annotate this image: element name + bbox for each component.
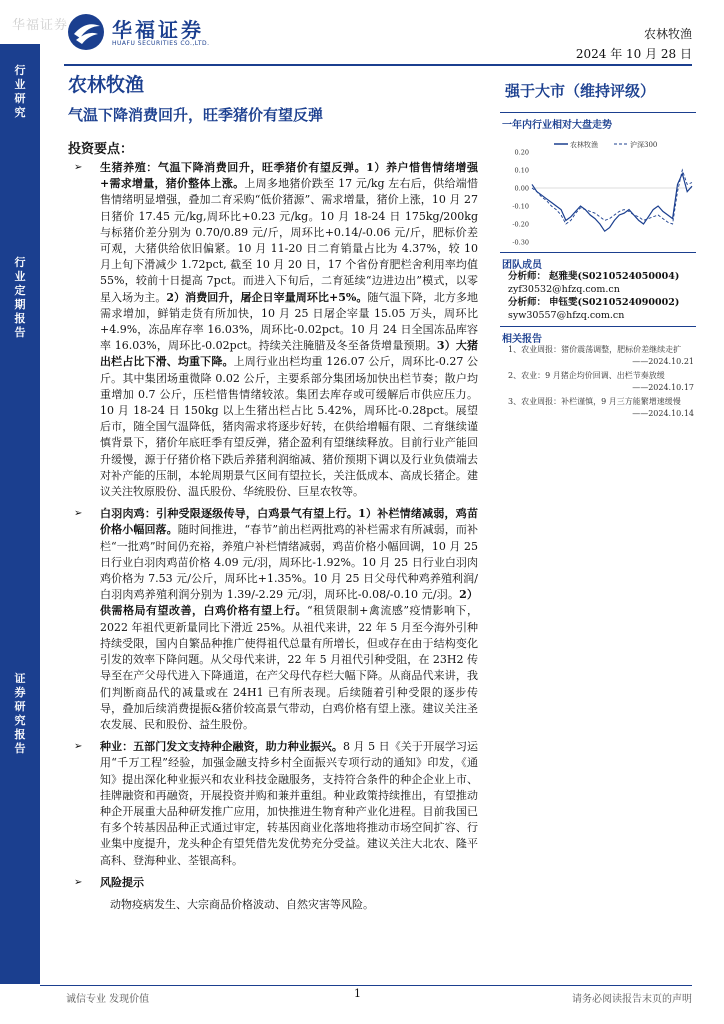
analyst-email[interactable]: zyf30532@hfzq.com.cn [508,284,620,295]
team-title: 团队成员 [502,260,542,271]
analyst-label: 分析师： [508,297,547,308]
related-report-text: 2、农业：9 月猪企均价回调、出栏节奏放缓 [508,371,665,380]
section-lead: 白羽肉鸡：引种受限逐级传导，白鸡景气有望上行。1）补栏情绪减弱，鸡苗价格小幅回落。 [100,507,478,537]
related-title: 相关报告 [502,334,542,345]
section-seed [66,739,478,869]
logo-emblem-icon [64,12,108,52]
related-report-1[interactable] [508,344,694,368]
section-body: “租赁限制+禽流感”疫情影响下，2022 年祖代更新量同比下滑近 25%。从祖代来讲，22 年 5 月至今海外引种持续受限，国内自繁品种推广使得祖代总量有所增长，但或存在由于结构变化引发的效率下降问题。从父母代来讲，22 年 5 月祖代引种受阻，在 23H2 传导至在产父母代进入下降通道，在产父母代存栏大幅下降。从商品代来讲，我们判断商品代的减量或在 24H1 已有所表现。后续随着引种受限的逐步传导，叠加后续消费提振&猪价较高景气带动，白鸡价格有望上涨。建议关注圣农发展、民和股份、益生股份。 [100,604,479,731]
section-risk [66,875,478,891]
rating-divider [500,112,696,113]
y-tick-label: 0.10 [514,166,529,175]
sidebar-label-periodic: 行业定期报告 [14,256,26,339]
sidebar-label-industry: 行业研究 [14,64,26,119]
report-title: 气温下降消费回升，旺季猪价有望反弹 [68,106,324,124]
related-report-date: ——2024.10.14 [632,409,694,418]
section-lead: 2）消费回升，屠企日宰量周环比+5%。 [166,290,368,304]
bullet-arrow-icon: ➢ [74,508,83,520]
y-tick-label: -0.20 [512,220,529,229]
logo-text: 华福证券 [112,18,204,42]
chart-y-axis [512,149,692,247]
legend-label-index: 沪深300 [630,141,658,149]
y-tick-label: -0.30 [512,238,529,247]
related-divider [500,326,696,327]
analyst-email[interactable]: syw30557@hfzq.com.cn [508,310,625,321]
watermark: 华福证券 [12,18,69,33]
related-report-2[interactable] [508,370,694,394]
section-body: 上周行业出栏均重 126.07 公斤，周环比-0.27 公斤。其中集团场重微降 0.02 公斤，主要系部分集团场加快出栏节奏；散户均重增加 0.7 公斤，压栏惜售情绪较浓。集团去库存或可缓解后市供应压力。10 月 18-24 日 150kg 以上生猪出栏占比 5.42%，周环比-0.28pct。展望后市，随全国气温降低，猪肉需求将逐步好转，在供给增幅有限、二育继续谨慎背景下，猪价年底旺季有望反弹，猪企盈利有望继续释放。目前行业产能回升缓慢，源于仔猪价格下跌后养猪利润缩减、猪价预期下调以及行业负债端去对补产能的压制，本轮周期景气区间有望拉长，关注低成本、高成长猪企。建议关注牧原股份、温氏股份、华统股份、巨星农牧等。 [100,355,479,499]
bullet-arrow-icon: ➢ [74,162,83,173]
invest-heading: 投资要点： [68,142,134,157]
analyst-name: 申钰雯(S0210524090002) [549,297,680,308]
relative-chart [502,138,696,248]
related-report-date: ——2024.10.17 [632,383,694,392]
section-lead: 生猪养殖：气温下降消费回升，旺季猪价有望反弹。1）养户惜售情绪增强+需求增量，猪价整体上涨。 [100,161,478,191]
header-date: 2024 年 10 月 28 日 [575,47,692,61]
analyst-1 [508,270,698,296]
analyst-name: 赵雅斐(S0210524050004) [549,271,680,282]
chart-title: 一年内行业相对大盘走势 [502,120,612,131]
analyst-label: 分析师： [508,271,547,282]
report-category: 农林牧渔 [68,74,145,96]
header-sector: 农林牧渔 [643,27,692,41]
footer-slogan: 诚信专业 发现价值 [66,994,150,1005]
bullet-arrow-icon: ➢ [74,741,83,753]
footer-disclaimer: 请务必阅读报告末页的声明 [572,994,692,1005]
rating: 强于大市（维持评级） [505,82,656,100]
company-logo [64,12,304,54]
sidebar-label-research: 证券研究报告 [14,672,26,755]
chart-legend [554,140,657,149]
section-body: 随时间推进，“春节”前出栏两批鸡的补栏需求有所减弱，而补栏“一批鸡”时间仍充裕，养殖户补栏情绪减弱，鸡苗价格小幅回调，10 月 25 日行业白羽肉鸡苗价格 4.09 元/羽，周环比-1.92%。10 月 25 日行业白羽肉鸡价格为 7.53 元/公斤，周环比+1.35%。10 月 25 日父母代种鸡养殖利润/白羽肉鸡养殖利润分别为 1.39/-2.29 元/羽，周环比-0.08/-0.10 元/羽。 [100,523,479,602]
section-body: 8 月 5 日《关于开展学习运用“千万工程”经验，加强金融支持乡村全面振兴专项行动的通知》印发，《通知》提出深化种业振兴和农业科技金融服务，支持符合条件的种企企业上市、挂牌融资和再融资，开展投资并购和兼并重组。种业政策持续推出，有望推动种企开展重大品种研发推广应用，加快推进生物育种产业化进程。目前我国已有多个转基因品种正式通过审定，转基因商业化落地将推动市场空间扩容、行业集中度提升，龙头种企有望凭借先发优势充分受益。建议关注大北农、隆平高科、登海种业、荃银高科。 [100,740,478,867]
section-lead: 2）供需格局有望改善，白鸡价格有望上行。 [100,588,478,618]
bullet-arrow-icon: ➢ [74,876,83,888]
chart-plot [532,170,692,231]
risk-title: 风险提示 [100,875,144,889]
y-tick-label: 0.20 [514,148,529,157]
footer-divider [40,985,692,986]
legend-label-sector: 农林牧渔 [570,141,598,149]
y-tick-label: 0.00 [514,184,529,193]
logo-subtext: HUAFU SECURITIES CO.,LTD. [112,40,210,47]
section-chicken [66,506,478,733]
related-report-3[interactable] [508,396,694,420]
related-report-date: ——2024.10.21 [632,357,694,366]
sidebar [0,44,40,984]
related-report-text: 3、农业周报：补栏谨慎，9 月三方能繁增速缓慢 [508,397,681,406]
chart-svg [502,138,696,248]
series-line-index [532,170,692,224]
section-lead: 3）大猪出栏占比下滑、均重下降。 [100,339,478,369]
related-report-text: 1、农业周报：猪价震荡调整，肥标价差继续走扩 [508,345,682,354]
section-body: 上周多地猪价跌至 17 元/kg 左右后，供给端惜售情绪明显增强，叠加二育采购“低价猪源”、需求增量，猪价上涨，10 月 27 日猪价 17.45 元/kg,周环比+0.23 元/kg。10 月 18-24 日 175kg/200kg 与标猪价差分别为 0.70/0.89 元/斤，周环比+0.14/-0.06 元/斤，肥标价差可观，大猪供给依旧偏紧。10 月 11-20 日二育销量占比为 4.37%，较 10 月上旬下滑减少 1.72pct, 截至 10 月 20 日，17 个省份育肥栏舍利用率均值 55%，较前十日提高 7pct。而进入下旬后，二育延续“边进边出”模式，以零星入场为主。 [100,177,478,304]
page-number: 1 [354,987,361,1000]
analyst-2 [508,296,698,322]
y-tick-label: -0.10 [512,202,529,211]
section-body: 随气温下降，北方多地需求增加，鲜销走货有所加快，10 月 25 日屠企宰量 15.05 万头，周环比+4.9%，冻品库存率 16.03%，周环比-0.02pct。10 月 24 日全国冻品库容率 16.03%，周环比-0.02pct。持续关注腌腊及冬至备货增量预期。 [100,290,479,353]
section-lead: 种业：五部门发文支持种企融资，助力种业振兴。 [100,740,343,754]
main-content [66,160,478,913]
risk-body: 动物疫病发生、大宗商品价格波动、自然灾害等风险。 [110,897,374,911]
header-divider [64,64,692,66]
team-divider [500,252,696,253]
section-pig [66,160,478,500]
